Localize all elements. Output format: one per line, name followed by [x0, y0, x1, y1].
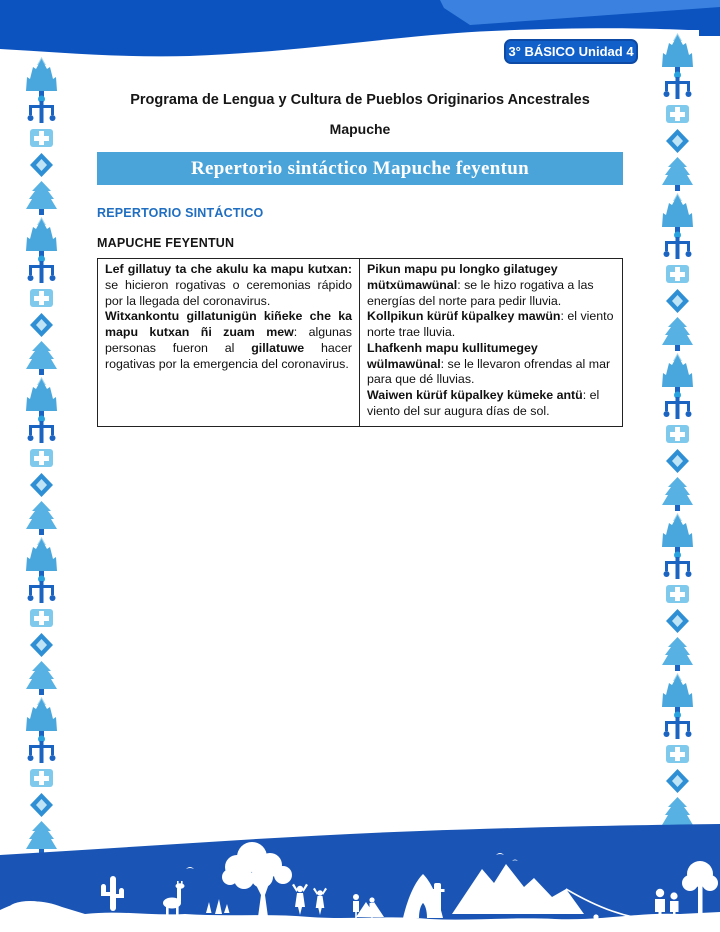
- table-paragraph: Kollpikun kürüf küpalkey mawün: el viento norte trae lluvia.: [367, 309, 614, 339]
- program-title: Programa de Lengua y Cultura de Pueblos Originarios Ancestrales: [130, 92, 590, 108]
- table-paragraph: Lhafkenh mapu kullitumegey wülmawünal: se le llevaron ofrendas al mar para que dé lluvias.: [367, 340, 611, 387]
- table-paragraph: Lef gillatuy ta che akulu ka mapu kutxan: se hicieron rogativas o ceremonias rápido por la llegada del coronavirus.: [105, 262, 352, 308]
- footer-landscape-illustration: [0, 817, 720, 932]
- right-ornamental-border-icon: [659, 33, 696, 835]
- table-paragraph: Pikun mapu pu longko gilatugey mütxümawünal: se le hizo rogativa a las energías del norte para pedir lluvia.: [367, 262, 594, 308]
- subsection-heading: MAPUCHE FEYENTUN: [97, 236, 235, 250]
- table-paragraph: Waiwen kürüf küpalkey kümeke antü: el viento del sur augura días de sol.: [367, 388, 600, 418]
- banner-title: Repertorio sintáctico Mapuche feyentun: [97, 152, 623, 185]
- table-cell-left: [98, 259, 360, 426]
- unit-badge: 3° BÁSICO Unidad 4: [504, 39, 638, 64]
- section-heading: REPERTORIO SINTÁCTICO: [97, 206, 264, 220]
- left-ornamental-border-icon: [23, 57, 60, 857]
- culture-subtitle: Mapuche: [329, 121, 391, 137]
- repertoire-table: [97, 258, 623, 427]
- table-paragraph: Witxankontu gillatunigün kiñeke che ka mapu kutxan ñi zuam mew: algunas personas fueron al gillatuwe hacer rogativas por la emergencia del coronavirus.: [105, 309, 353, 371]
- table-cell-right: [360, 259, 622, 426]
